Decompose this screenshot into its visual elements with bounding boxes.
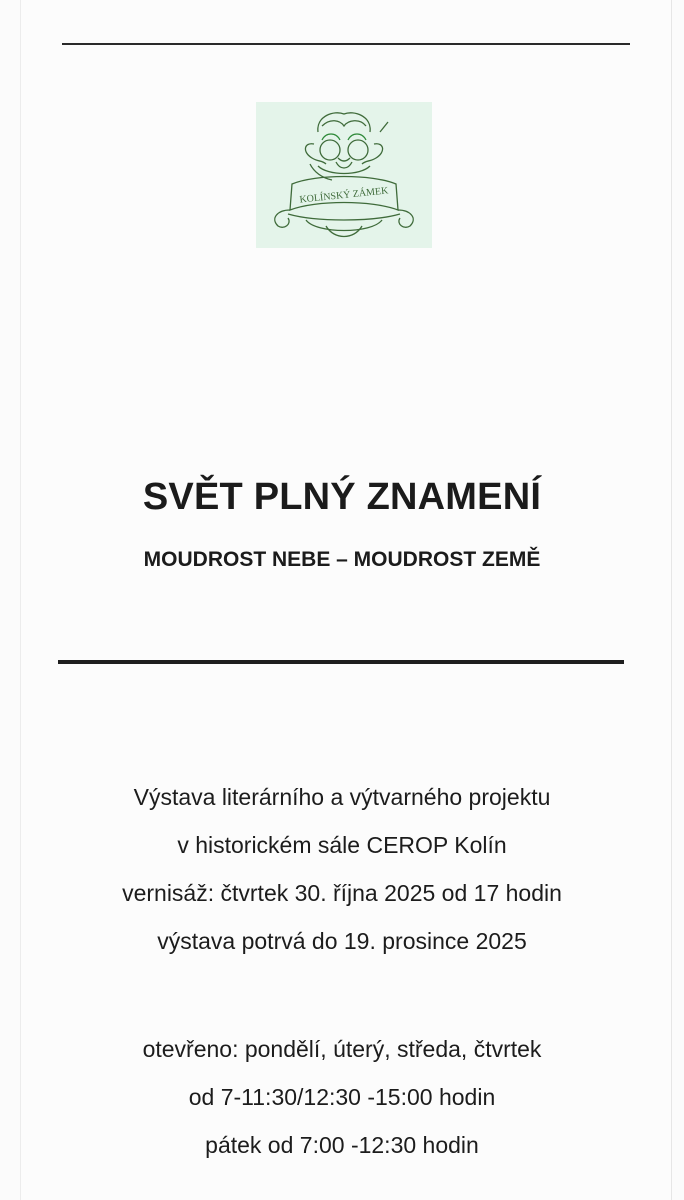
hours-friday: pátek od 7:00 -12:30 hodin [205,1132,479,1158]
exhibition-subtitle: MOUDROST NEBE – MOUDROST ZEMĚ [143,548,541,571]
hours-weekday-times: od 7-11:30/12:30 -15:00 hodin [188,1084,496,1110]
middle-divider [58,660,624,664]
castle-emblem-icon [256,102,432,248]
detail-vernissage: vernisáž: čtvrtek 30. října 2025 od 17 hodin [122,880,562,906]
detail-duration: výstava potrvá do 19. prosince 2025 [157,928,527,954]
detail-project: Výstava literárního a výtvarného projektu [133,784,551,810]
kolinsky-zamek-logo [256,102,432,248]
detail-venue: v historickém sále CEROP Kolín [177,832,507,858]
top-divider [62,43,630,45]
exhibition-title: SVĚT PLNÝ ZNAMENÍ [142,476,542,518]
svg-text:KOLÍNSKÝ ZÁMEK: KOLÍNSKÝ ZÁMEK [299,185,389,206]
hours-days: otevřeno: pondělí, úterý, středa, čtvrtek [142,1036,542,1062]
